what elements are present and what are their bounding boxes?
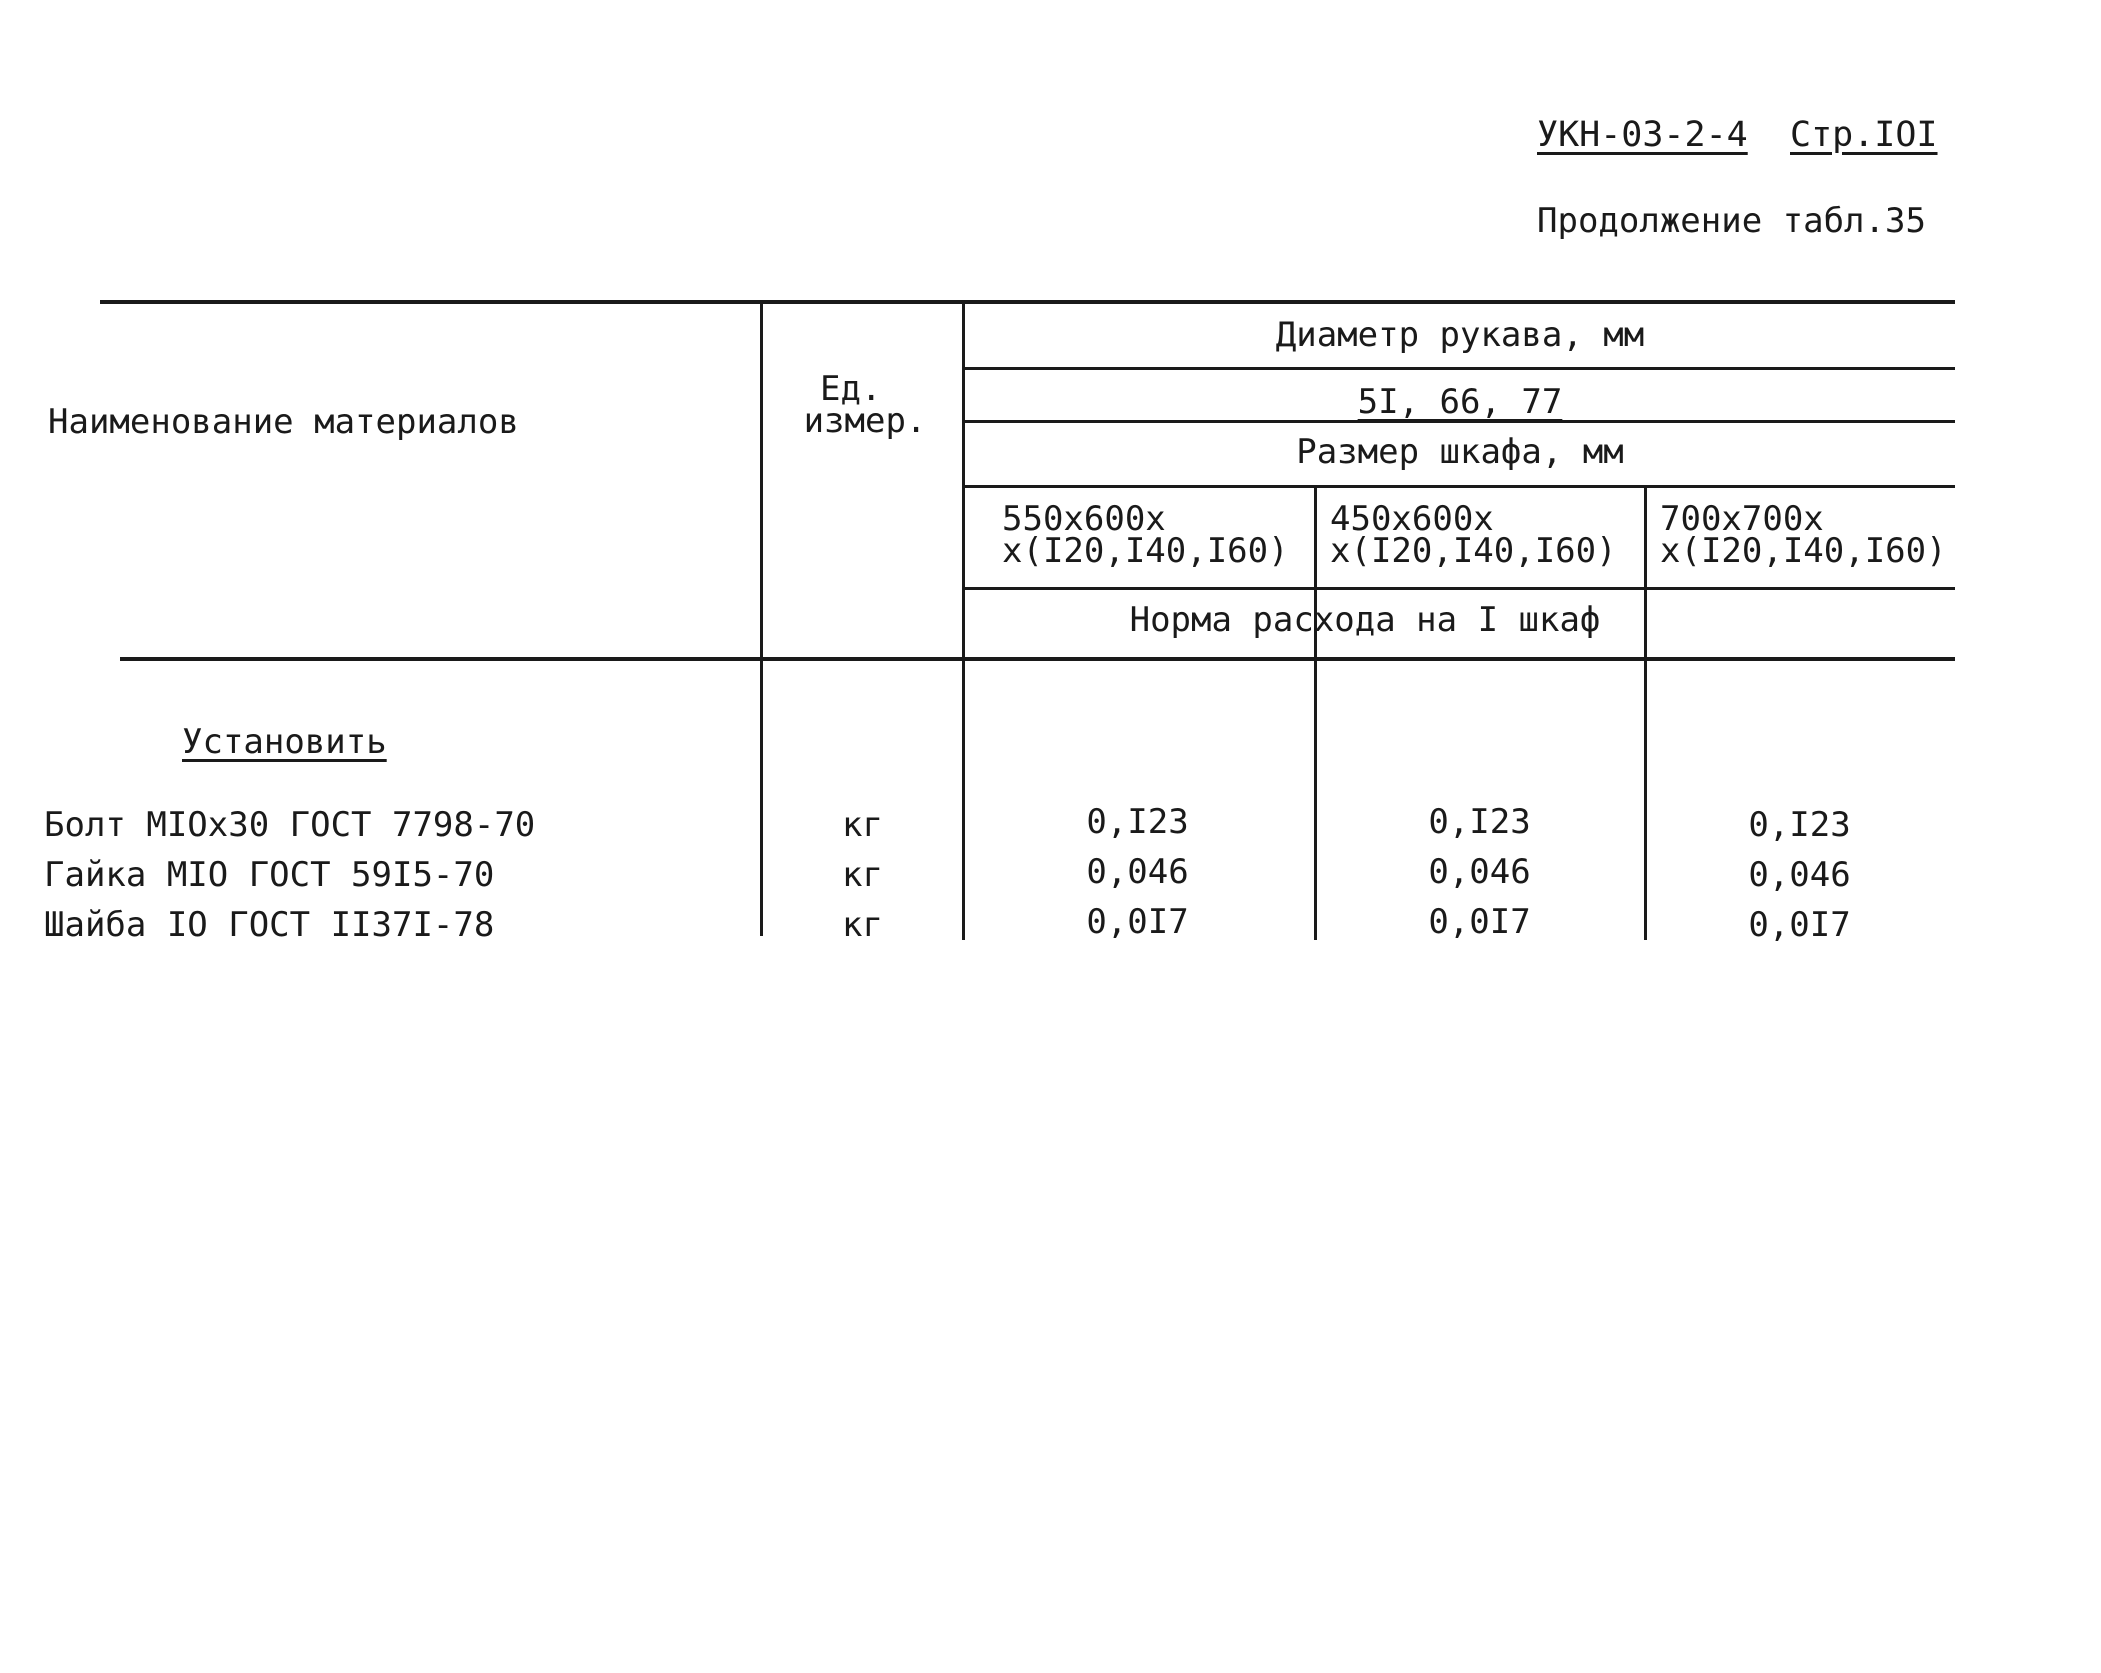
row-3-unit: кг	[842, 905, 883, 945]
row-3-value-3: 0,0I7	[1748, 905, 1851, 945]
header-rule-4	[962, 587, 1955, 590]
row-3-name: Шайба IO ГОСТ II37I-78	[44, 905, 495, 945]
header-size-2	[1330, 499, 1617, 571]
header-hose-diameter-values: 5I, 66, 77	[1357, 382, 1563, 422]
section-title: Установить	[182, 722, 387, 762]
header-consumption-norm: Норма расхода на I шкаф	[1129, 600, 1601, 640]
header-unit-line1: Ед.	[820, 369, 882, 409]
page-number: Стр.IOI	[1790, 115, 1938, 155]
header-unit	[780, 369, 950, 441]
row-1-value-2: 0,I23	[1428, 802, 1531, 842]
row-2-name: Гайка MIO ГОСТ 59I5-70	[44, 855, 495, 895]
header-size-2-line1: 450x600x	[1330, 499, 1494, 539]
header-size-2-line2: x(I20,I40,I60)	[1330, 531, 1617, 571]
header-size-3-line2: x(I20,I40,I60)	[1660, 531, 1947, 571]
row-1-name: Болт MIOx30 ГОСТ 7798-70	[44, 805, 536, 845]
row-1-value-1: 0,I23	[1086, 802, 1189, 842]
row-2-unit: кг	[842, 855, 883, 895]
row-2-value-1: 0,046	[1086, 852, 1189, 892]
table-continuation-label: Продолжение табл.35	[1537, 201, 1926, 241]
header-size-3-line1: 700x700x	[1660, 499, 1824, 539]
header-rule-1	[962, 367, 1955, 370]
header-size-1-line2: x(I20,I40,I60)	[1002, 531, 1289, 571]
row-2-value-2: 0,046	[1428, 852, 1531, 892]
header-material-name: Наименование материалов	[48, 402, 519, 442]
header-hose-diameter: Диаметр рукава, мм	[1275, 315, 1645, 355]
header-size-1-line1: 550x600x	[1002, 499, 1166, 539]
row-1-value-3: 0,I23	[1748, 805, 1851, 845]
document-code: УКН-03-2-4	[1537, 115, 1748, 155]
header-bottom-rule	[120, 657, 1955, 661]
row-1-unit: кг	[842, 805, 883, 845]
header-rule-3	[962, 485, 1955, 488]
row-2-value-3: 0,046	[1748, 855, 1851, 895]
header-cabinet-size: Размер шкафа, мм	[1296, 432, 1624, 472]
header-size-1	[1002, 499, 1289, 571]
header-size-3	[1660, 499, 1947, 571]
row-3-value-1: 0,0I7	[1086, 902, 1189, 942]
row-3-value-2: 0,0I7	[1428, 902, 1531, 942]
table-top-rule	[100, 300, 1955, 304]
header-unit-line2: измер.	[803, 401, 927, 441]
column-divider-name-unit	[760, 302, 763, 936]
